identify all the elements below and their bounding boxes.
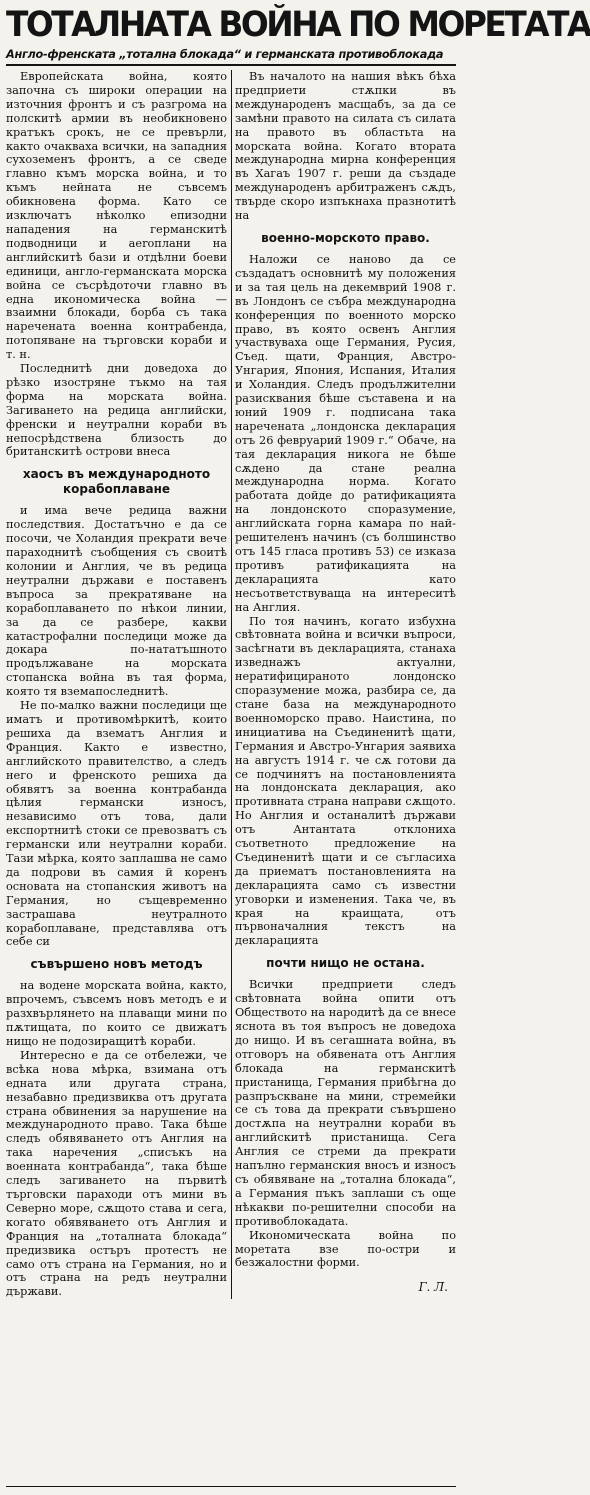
left-column (6, 70, 227, 1299)
paragraph: Наложи се наново да се създадатъ основнитѣ му положения и за тая цель на декемврий 1908 г. въ Лондонъ се събра международна конференция по военното морско право, въ която освенъ Англия участвуваха още Германия, Русия, Съед. щати, Франция, Австро-Унгария, Япония, Испания, Италия и Холандия. Следъ продължителни разисквания бѣше съставена и на юний 1909 г. подписана така наречената „лондонска декларация отъ 26 февруарий 1909 г.“ Обаче, на тая декларация никога не бѣше сѫдено да стане реална международна норма. Когато работата дойде до ратификацията на лондонското споразумение, английската горна камара по най-решителенъ начинъ (съ болшинство отъ 145 гласа противъ 53) се изказа противъ ратификацията на декларацията като несъответствуваща на интереситѣ на Англия. (235, 252, 456, 614)
paragraph: Икономическата война по моретата взе по-остри и безжалостни форми. (235, 1228, 456, 1270)
author-signature: Г. Л. (418, 1280, 448, 1295)
paragraph: Европейската война, която започна съ широки операции на източния фронтъ и съ разгрома на полскитѣ армии въ необикновено кратъкъ срокъ, не се превърли, както очакваха всички, на западния сухоземенъ фронтъ, а се сведе главно къмъ морска война, и то къмъ нейната не съвсемъ обикновена форма. Като се изключатъ нѣколко епизодни нападения на германскитѣ подводници и аеroплани на английскитѣ бази и отдѣлни боеви единици, англо-германската морска война се съсрѣдоточи главно въ една икономическа война — взаимни блокади, борба съ така наречената военна контрабенда, потопяване на търговски кораби и т. н. (6, 70, 227, 362)
paragraph: Последнитѣ дни доведоха до рѣзко изостряне тъкмо на тая форма на морската война. Загиването на редица английски, френски и неутрални кораби въ непосрѣдствена близость до британскитѣ острови внеса (6, 362, 227, 459)
section-heading: военно-морското право. (261, 230, 430, 245)
headline: ТОТАЛНАТА ВОЙНА ПО МОРЕТАТА (6, 5, 590, 45)
right-column (235, 70, 456, 1299)
paragraph: Въ началото на нашия вѣкъ бѣха предприети стѫпки въ международенъ масщабъ, за да се замѣни правото на силата съ силата на правото въ областьта на морската война. Когато втората международна мирна конференция въ Хагаъ 1907 г. реши да създаде международенъ арбитраженъ сѫдъ, твърде скоро изпъкнаха празнотитѣ на (235, 70, 456, 223)
paragraph: и има вече редица важни последствия. Достатъчно е да се посочи, че Холандия прекрати вече параходнитѣ съобщения съ своитѣ колонии и Англия, че въ редица неутрални държави е поставенъ въпроса за прекратяване на корабоплаването по нѣкои линии, за да се разбере, какви катастрофални последици може да докара по-нататъшното продължаване на морската стопанска война въ тая форма, която тя вземапоследнитѣ. (6, 504, 227, 699)
paragraph: Всички предприети следъ свѣтовната война опити отъ Обществото на народитѣ да се внесе яснота въ тоя въпросъ не доведоха до нищо. И въ сегашната война, въ отговоръ на обявената отъ Англия блокада на германскитѣ пристанища, Германия прибѣгна до разпръскване на мини, стремейки се съ това да прекрати съвършено достѫпа на неутрални кораби въ английскитѣ пристанища. Сега Англия се стреми да прекрати напълно германския вносъ и износъ съ обявяване на „тотална блокада“, а Германия пъкъ заплаши съ още нѣкакви по-решителни способи на противоблокадата. (235, 978, 456, 1228)
paragraph: на водене морската война, както, впрочемъ, съвсемъ новъ методъ е и разхвърлянето на плаващи мини по пѫтищата, по които се движатъ нищо не подозиращитѣ кораби. (6, 979, 227, 1048)
article-body (6, 70, 456, 1299)
section-heading: съвършено новъ методъ (30, 957, 203, 972)
paragraph: Не по-малко важни последици ще иматъ и противомѣркитѣ, които решиха да взематъ Англия и Франция. Както е известно, английското правителство, а следъ него и френското решиха да обявятъ за военна контрабанда цѣлия германски износъ, независимо отъ това, дали експортнитѣ стоки се превозватъ съ германски или неутрални кораби. Тази мѣрка, която заплашва не само да подрови въ самия й коренъ основата на стопанския животъ на Германия, но същевременно застрашава неутралното корабоплаване, представлява отъ себе си (6, 699, 227, 949)
section-heading: почти нищо не остана. (266, 956, 425, 971)
bottom-divider (6, 1486, 456, 1487)
section-heading: хаосъ въ международното корабоплаване (22, 467, 211, 497)
paragraph: Интересно е да се отбележи, че всѣка нова мѣрка, взимана отъ едната или другата страна, незабавно предизвиква отъ другата страна обвинения за нарушение на международното право. Така бѣше следъ обявяването отъ Англия на така наречения „списъкъ на военната контрабанда“, така бѣше следъ загиването на първитѣ търговски параходи отъ мини въ Северно море, сѫщото става и сега, когато обявяването отъ Англия и Франция на „тоталната блокада“ предизвика остъръ протестъ не само отъ страна на Германия, но и отъ страна на редъ неутрални държави. (6, 1048, 227, 1299)
column-divider (231, 70, 232, 1299)
subheadline: Англо-френската „тотална блокада“ и германската противоблокада (6, 48, 456, 66)
paragraph: По тоя начинъ, когато избухна свѣтовната война и всички въпроси, засѣгнати въ декларацията, станаха изведнажъ актуални, нератифицираното лондонско споразумение можа, разбира се, да стане база на международното военноморско право. Наистина, по инициатива на Съединенитѣ щати, Германия и Австро-Унгария заявиха на августъ 1914 г. че сѫ готови да се подчинятъ на постановленията на лондонската декларация, ако противната страна направи сѫщото. Но Англия и останалитѣ държави отъ Антантата отклониха съответното предложение на Съединенитѣ щати и се съгласиха да приематъ постановленията на декларацията само съ известни уговорки и изменения. Така че, въ края на краищата, отъ първоначалния текстъ на декларацията (235, 614, 456, 948)
